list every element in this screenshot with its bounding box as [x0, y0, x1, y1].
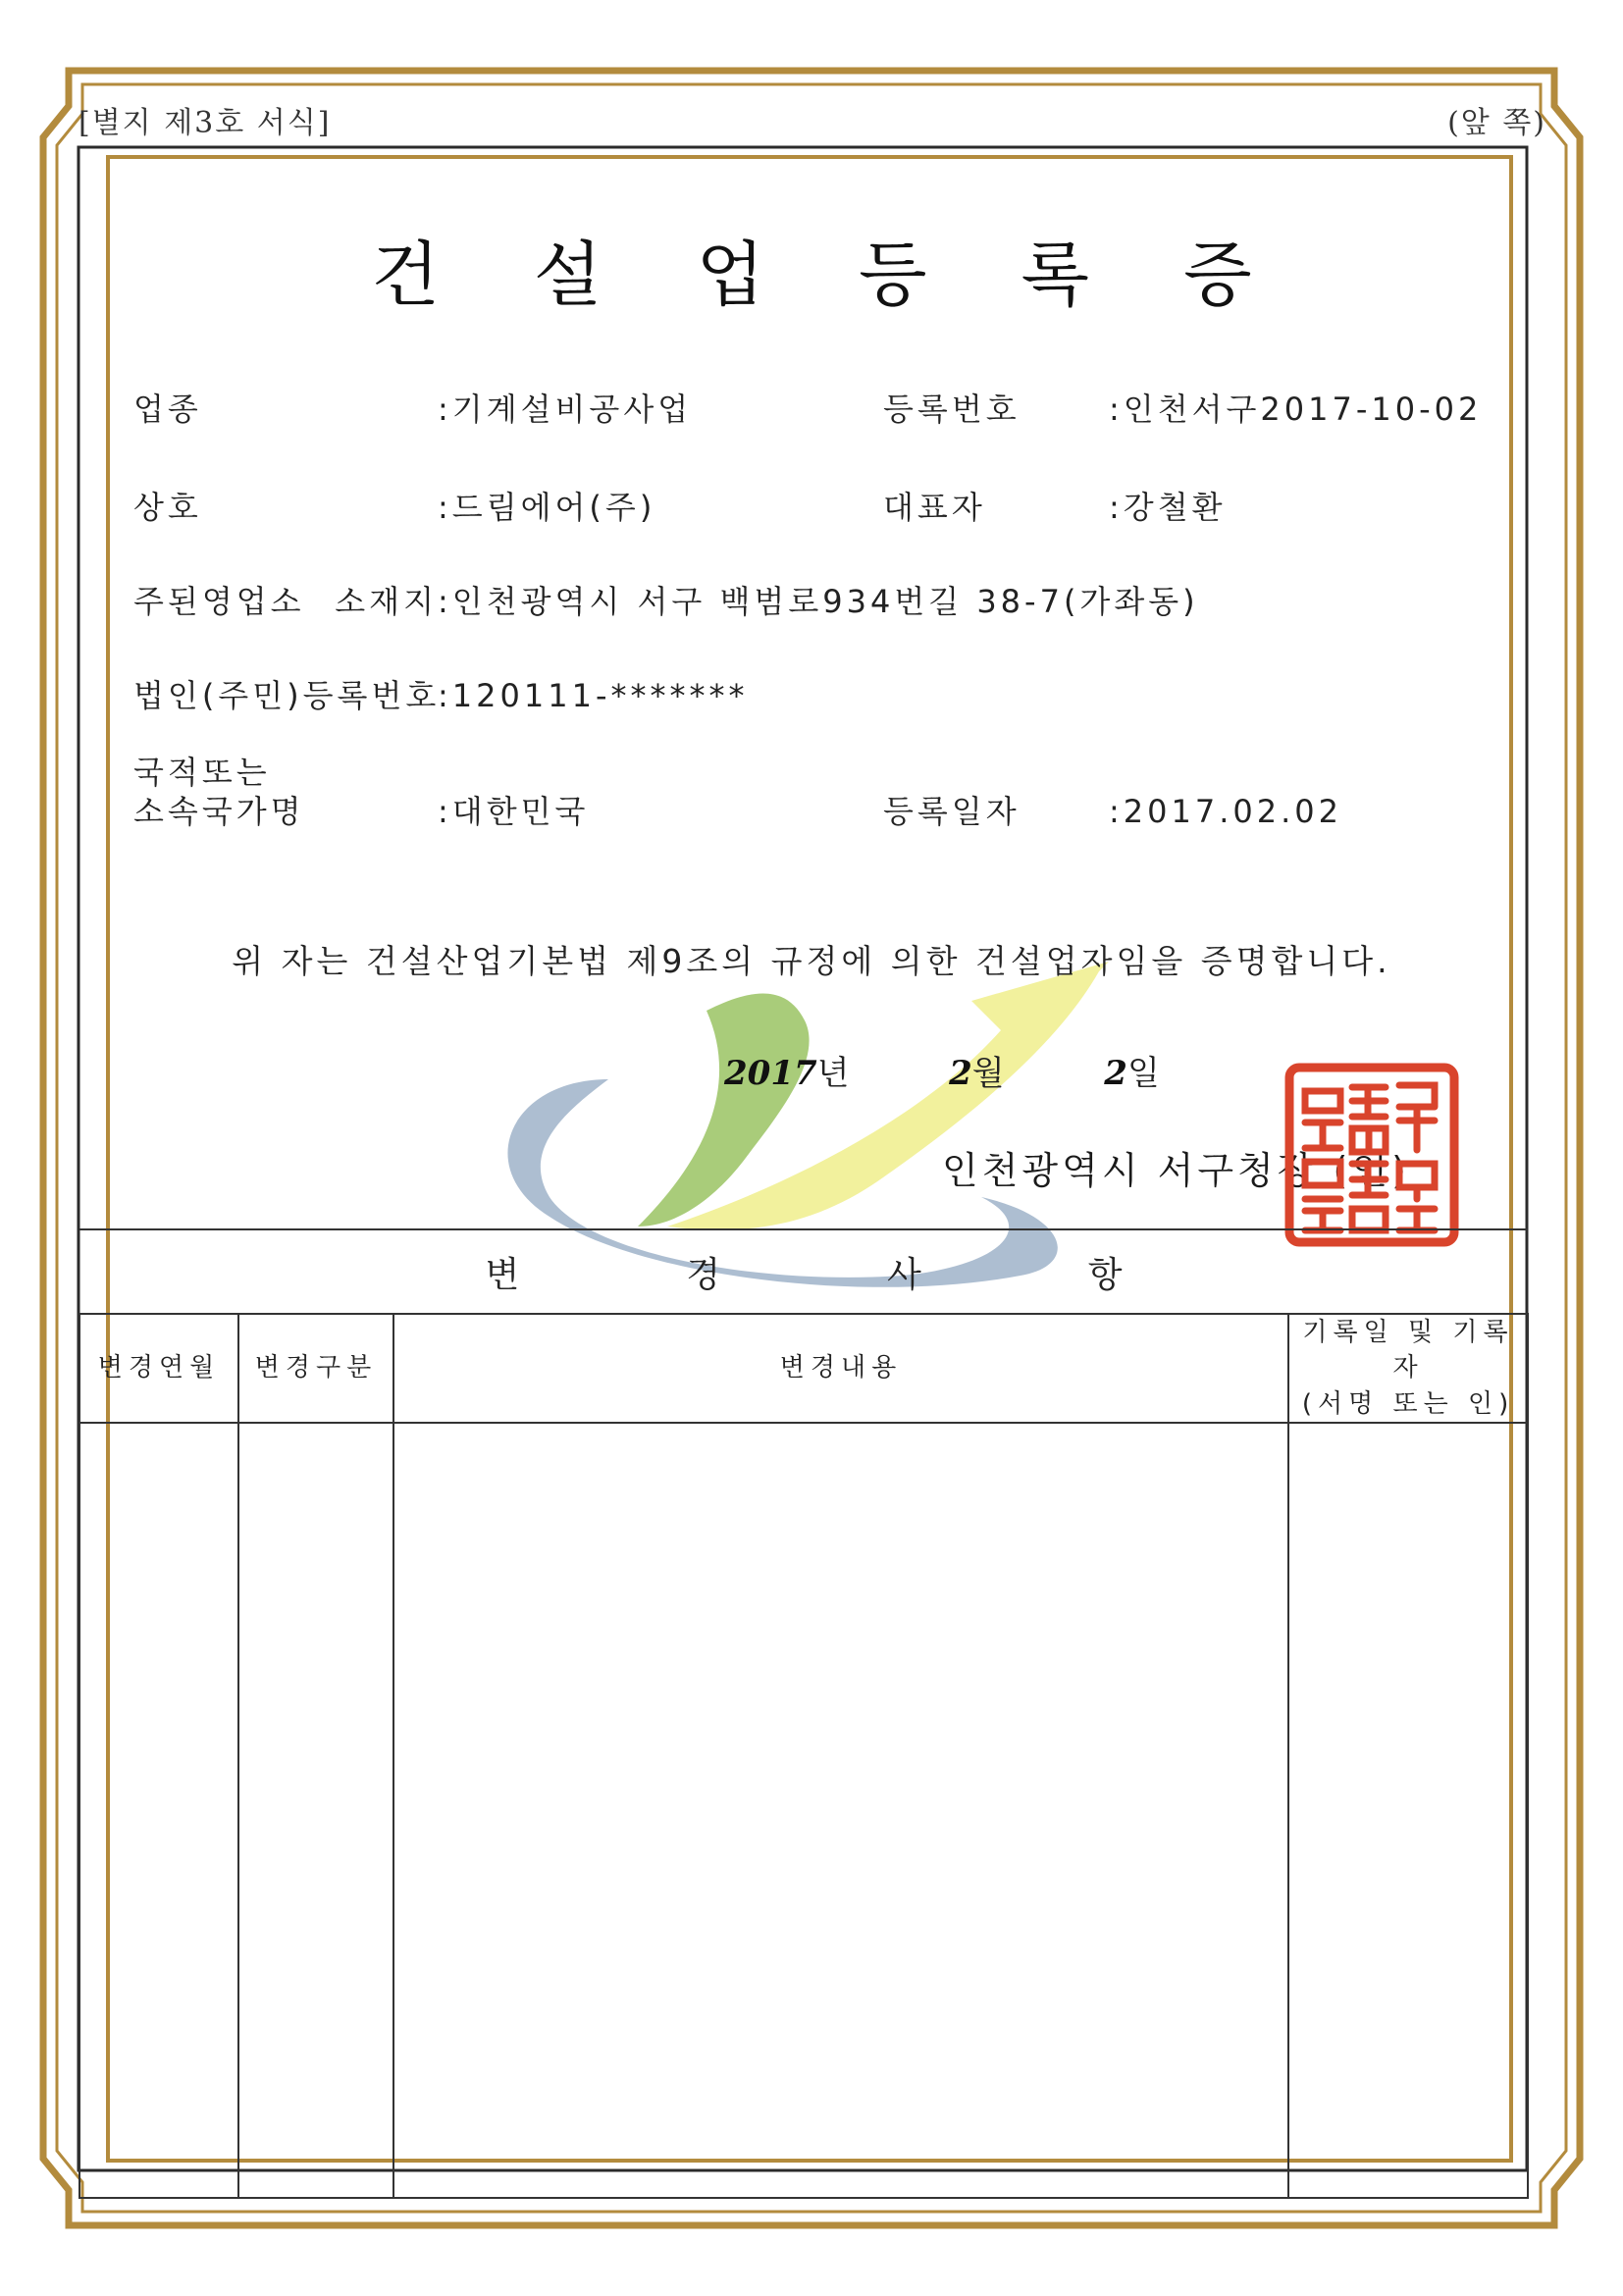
field-value: 인천서구2017-10-02	[1123, 391, 1483, 428]
field-label: 등록일자	[883, 793, 1021, 830]
issue-year-unit: 년	[816, 1054, 850, 1093]
changes-section-header	[79, 1229, 1528, 1314]
field-corporate-number: 법인(주민)등록번호:120111-*******	[133, 671, 748, 716]
field-office-address: 주된영업소 소재지:인천광역시 서구 백범로934번길 38-7(가좌동)	[133, 577, 1199, 622]
field-label: 소속국가명	[133, 793, 305, 830]
cell-change-details	[393, 1423, 1288, 2198]
field-value: 기계설비공사업	[451, 391, 693, 428]
field-value: 강철환	[1123, 489, 1227, 526]
cell-change-type	[238, 1423, 393, 2198]
page-side-label: (앞 쪽)	[1447, 106, 1546, 140]
field-nationality: 소속국가명 :대한민국	[133, 787, 589, 832]
column-header-record-info	[1288, 1314, 1528, 1423]
field-value: 2017.02.02	[1123, 793, 1342, 830]
cell-change-month	[79, 1423, 238, 2198]
column-header-change-type: 변경구분	[238, 1314, 393, 1423]
changes-section-title: 변경사항	[79, 1229, 1528, 1314]
field-value: 대한민국	[451, 793, 590, 830]
column-header-change-month: 변경연월	[79, 1314, 238, 1423]
issue-date	[724, 1046, 1160, 1094]
field-business-type: 업종 :기계설비공사업	[133, 385, 692, 430]
field-value: 드림에어(주)	[451, 489, 656, 526]
field-value: 120111-*******	[451, 677, 749, 714]
issue-day-unit: 일	[1126, 1054, 1160, 1093]
field-representative: 대표자 :강철환	[883, 483, 1227, 528]
changes-table	[79, 1228, 1529, 2199]
column-header-record-date: 기록일 및 기록자	[1302, 1318, 1514, 1383]
page-title: 건설업등록증	[371, 234, 1346, 316]
official-seal-icon	[1283, 1062, 1460, 1248]
field-registration-date: 등록일자 :2017.02.02	[883, 787, 1342, 832]
field-registration-number: 등록번호 :인천서구2017-10-02	[883, 385, 1482, 430]
column-header-change-details: 변경내용	[393, 1314, 1288, 1423]
field-label: 등록번호	[883, 391, 1021, 428]
issuer-title: 인천광역시 서구청장	[942, 1149, 1318, 1192]
issue-month: 2	[949, 1054, 972, 1093]
issue-year: 2017	[724, 1054, 817, 1093]
field-label: 법인(주민)등록번호	[133, 677, 441, 714]
certification-statement: 위 자는 건설산업기본법 제9조의 규정에 의한 건설업자임을 증명합니다.	[232, 942, 1391, 980]
field-trade-name: 상호 :드림에어(주)	[133, 483, 655, 528]
field-label: 대표자	[883, 489, 986, 526]
table-row	[79, 1423, 1528, 2198]
column-header-signature: (서명 또는 인)	[1301, 1388, 1515, 1419]
seal-mark: (인)	[1333, 1149, 1410, 1192]
cell-record-info	[1288, 1423, 1528, 2198]
form-number-label: [별지 제3호 서식]	[79, 106, 332, 140]
field-value: 인천광역시 서구 백범로934번길 38-7(가좌동)	[451, 583, 1199, 620]
field-nationality-line1: 국적또는	[133, 754, 271, 791]
field-label: 상호	[133, 489, 202, 526]
field-label: 업종	[133, 391, 202, 428]
issue-month-unit: 월	[971, 1054, 1005, 1093]
issue-day: 2	[1104, 1054, 1127, 1093]
field-label: 주된영업소 소재지	[133, 583, 438, 620]
changes-column-headers	[79, 1314, 1528, 1423]
